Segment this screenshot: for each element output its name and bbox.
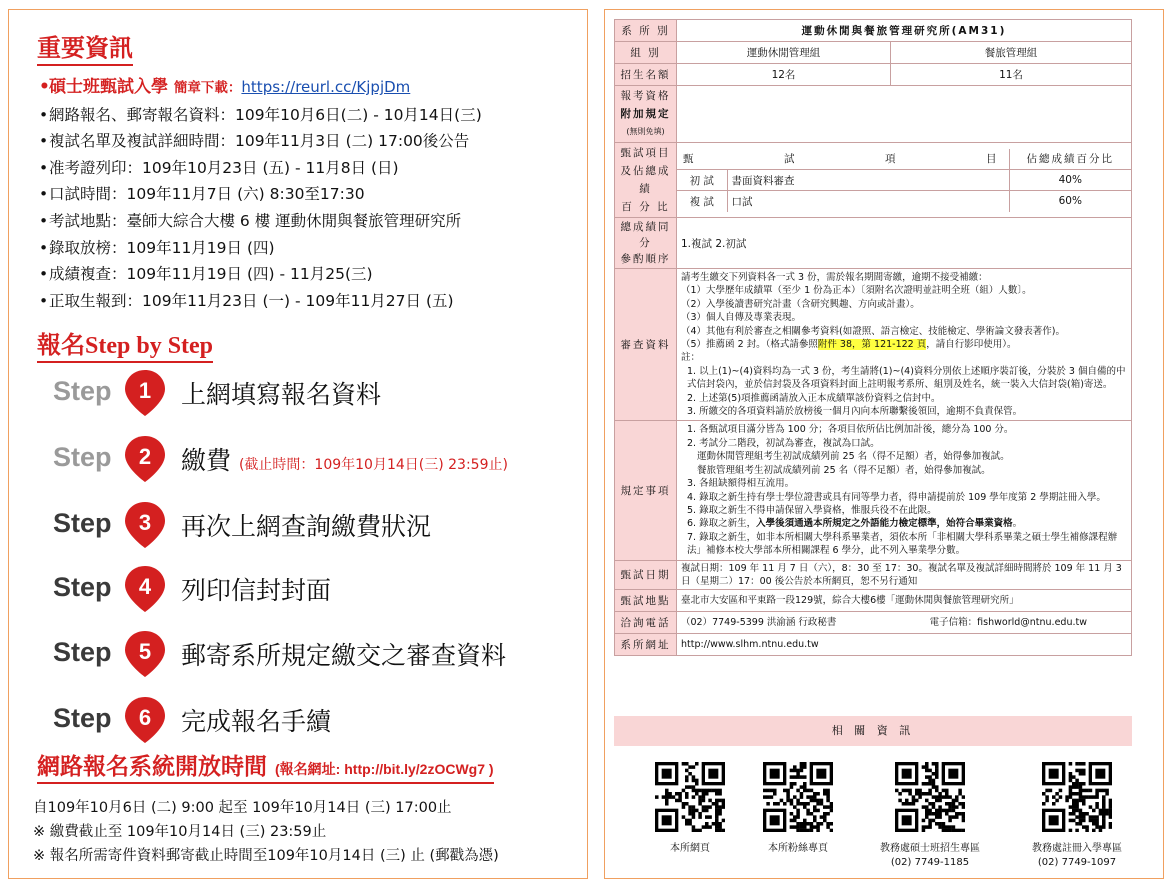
qr-caption: 教務處碩士班招生專區 (02) 7749-1185 [880, 843, 980, 868]
extra-rules-content [677, 86, 1132, 143]
rules-label: 規定事項 [615, 421, 677, 560]
svg-text:1: 1 [138, 378, 152, 403]
exam-item: 口試 [727, 191, 1009, 212]
group-label: 組 別 [615, 42, 677, 64]
dept-name: 運動休閒與餐旅管理研究所(AM31) [677, 20, 1132, 42]
important-info-title: 重要資訊 [37, 28, 133, 66]
related-info-bar: 相 關 資 訊 [614, 716, 1132, 746]
svg-text:6: 6 [138, 705, 152, 730]
rules-content: 1. 各甄試項目滿分皆為 100 分；各項目依所佔比例加計後，總分為 100 分。 2. 考試分二階段，初試為審查，複試為口試。 運動休閒管理組考生初試成績列前 25 名（得不足額）者，始得參加複試。 餐旅管理組考生初試成績列前 25 名（得不足額）者，始得參加複試。 3. 各組缺額得相互流用。 4. 錄取之新生持有學士學位證書或具有同等學力者，得申請提前於 109 學年度第 2 學期註冊入學。 5. 錄取之新生不得申請保留入學資格，惟服兵役不在此限。 6. 錄取之新生，入學後須通過本所規定之外語能力檢定標準，始符合畢業資格。 7. 錄取之新生，如非本所相關大學科系畢業者，須依本所「非相關大學科系畢業之碩士學生補修課程辦法」補修本校大學部本所相關課程 6 學分，此不列入畢業學分數。 [677, 421, 1132, 560]
exam-items-label: 甄試項目 及佔總成績 百 分 比 [615, 143, 677, 218]
list-item: •考試地點：臺師大綜合大樓 6 樓 運動休閒與餐旅管理研究所 [39, 211, 462, 230]
svg-text:3: 3 [138, 510, 152, 535]
list-item: •複試名單及複試詳細時間：109年11月3日 (二) 17:00後公告 [39, 132, 470, 151]
place-label: 甄試地點 [615, 590, 677, 612]
step-label: Step [53, 703, 112, 733]
exam-pct: 40% [1009, 170, 1131, 191]
left-panel [8, 9, 588, 879]
brochure-link[interactable]: https://reurl.cc/KjpjDm [241, 78, 411, 96]
exam-pct: 60% [1009, 191, 1131, 212]
step-text: 上網填寫報名資料 [181, 380, 382, 409]
step-label: Step [53, 442, 112, 472]
svg-text:4: 4 [138, 574, 152, 599]
step-2 [53, 434, 573, 484]
review-content: 請考生繳交下列資料各一式 3 份，需於報名期間寄繳，逾期不接受補繳： （1）大學歷年成績單（至少 1 份為正本）〔須附名次證明並註明全班（組）人數〕。 （2）入學後讀書研究計畫（含研究興趣、方向或計畫）。 （3）個人自傳及專業表現。 （4）其他有利於審查之相關參考資料(如證照、語言檢定、技能檢定、學術論文發表著作)。 （5）推薦函 2 封。（格式請參照附件 38，第 121-122 頁，請自行影印使用）。 註： 1. 以上(1)~(4)資料均為一式 3 份，考生請將(1)~(4)資料分別依上述順序裝訂後，分裝於 3 個自備的中式信封袋內，並於信封袋及各項資料封面上註明報考系所、組別及姓名，統一裝入大信封袋(箱)寄送。 2. 上述第(5)項推薦函請放入正本成績單該份資料之信封中。 3. 所繳交的各項資料請於放榜後一個月內向本所聯繫後領回，逾期不負責保管。 [677, 269, 1132, 421]
group-1: 運動休閒管理組 [677, 42, 891, 64]
period-line: 自109年10月6日 (二) 9:00 起至 109年10月14日 (三) 17:00止 [33, 800, 452, 816]
exam-stage: 初 試 [677, 170, 727, 191]
tie-order-label: 總成績同分 參酌順序 [615, 218, 677, 269]
step-pin-icon [123, 434, 167, 484]
admission-table [614, 19, 1132, 656]
online-period-title: 網路報名系統開放時間 (報名網址: http://bit.ly/2zOCWg7 ) [37, 748, 494, 784]
step-label: Step [53, 508, 112, 538]
list-item: •准考證列印：109年10月23日 (五) - 11月8日 (日) [39, 158, 399, 177]
quota-label: 招生名額 [615, 64, 677, 86]
contact-content: （02）7749-5399 洪渝涵 行政秘書 電子信箱：fishworld@ntnu.edu.tw [677, 612, 1132, 634]
appendix-highlight: 附件 38，第 121-122 頁 [817, 339, 927, 351]
exam-item: 書面資料審查 [727, 170, 1009, 191]
qr-caption: 教務處註冊入學專區 (02) 7749-1097 [1032, 843, 1122, 868]
step-pin-icon [123, 695, 167, 745]
phone-label: 洽詢電話 [615, 612, 677, 634]
qr-code-registration[interactable] [1042, 762, 1112, 832]
step-pin-icon [123, 564, 167, 614]
mail-deadline-line: ※ 報名所需寄件資料郵寄截止時間至109年10月14日 (三) 止 (郵戳為憑) [33, 848, 499, 864]
right-panel [604, 9, 1164, 879]
web-label: 系所網址 [615, 634, 677, 656]
step-text: 郵寄系所規定繳交之審查資料 [181, 641, 507, 670]
date-content: 複試日期：109 年 11 月 7 日（六），8：30 至 17：30。複試名單及複試詳細時間將於 109 年 11 月 3 日（星期二）17：00 後公告於本所網頁，恕不另行通知 [677, 560, 1132, 590]
qr-code-masters-admission[interactable] [895, 762, 965, 832]
exam-items-table [677, 149, 1131, 212]
exam-header-items: 甄 試 項 目 [677, 149, 1009, 170]
step-1 [53, 368, 573, 418]
exam-header-pct: 佔總成績百分比 [1009, 149, 1131, 170]
steps-title: 報名Step by Step [37, 325, 213, 363]
step-label: Step [53, 637, 112, 667]
tie-order: 1.複試 2.初試 [677, 218, 1132, 269]
step-4 [53, 564, 573, 614]
qr-code-fanpage[interactable] [763, 762, 833, 832]
fee-deadline-line: ※ 繳費截止至 109年10月14日 (三) 23:59止 [33, 824, 327, 840]
quota-2: 11名 [891, 64, 1132, 86]
step-pin-icon [123, 629, 167, 679]
step-text: 列印信封封面 [181, 576, 332, 605]
list-item: •成績複查：109年11月19日 (四) - 11月25(三) [39, 265, 373, 284]
qr-caption: 本所粉絲專頁 [768, 843, 828, 854]
extra-rules-label: 報考資格 附加規定 (無則免填) [615, 86, 677, 143]
step-5 [53, 629, 573, 679]
dept-label: 系 所 別 [615, 20, 677, 42]
quota-1: 12名 [677, 64, 891, 86]
svg-text:2: 2 [138, 444, 152, 469]
exam-stage: 複 試 [677, 191, 727, 212]
registration-url[interactable]: (報名網址: http://bit.ly/2zOCWg7 ) [275, 761, 494, 777]
step-pin-icon [123, 368, 167, 418]
step-pin-icon [123, 500, 167, 550]
review-label: 審查資料 [615, 269, 677, 421]
list-item: •口試時間：109年11月7日 (六) 8:30至17:30 [39, 185, 365, 204]
step-text: 繳費 (截止時間：109年10月14日(三) 23:59止) [181, 446, 508, 475]
step-text: 再次上網查詢繳費狀況 [181, 512, 432, 541]
group-2: 餐旅管理組 [891, 42, 1132, 64]
list-item: •碩士班甄試入學 簡章下載：https://reurl.cc/KjpjDm [39, 77, 411, 97]
web-link[interactable]: http://www.slhm.ntnu.edu.tw [677, 634, 1132, 656]
step-text: 完成報名手續 [181, 707, 332, 736]
list-item: •網路報名、郵寄報名資料：109年10月6日(二) - 10月14日(三) [39, 105, 482, 124]
online-period-details [33, 796, 499, 868]
date-label: 甄試日期 [615, 560, 677, 590]
important-info-list [39, 74, 579, 314]
step-6 [53, 695, 573, 745]
list-item: •錄取放榜：109年11月19日 (四) [39, 238, 275, 257]
step-3 [53, 500, 573, 550]
qr-code-dept-website[interactable] [655, 762, 725, 832]
qr-caption: 本所網頁 [670, 843, 710, 854]
step-label: Step [53, 376, 112, 406]
place-content: 臺北市大安區和平東路一段129號，綜合大樓6樓「運動休閒與餐旅管理研究所」 [677, 590, 1132, 612]
svg-text:5: 5 [138, 639, 152, 664]
list-item: •正取生報到：109年11月23日 (一) - 109年11月27日 (五) [39, 291, 454, 310]
step-label: Step [53, 572, 112, 602]
